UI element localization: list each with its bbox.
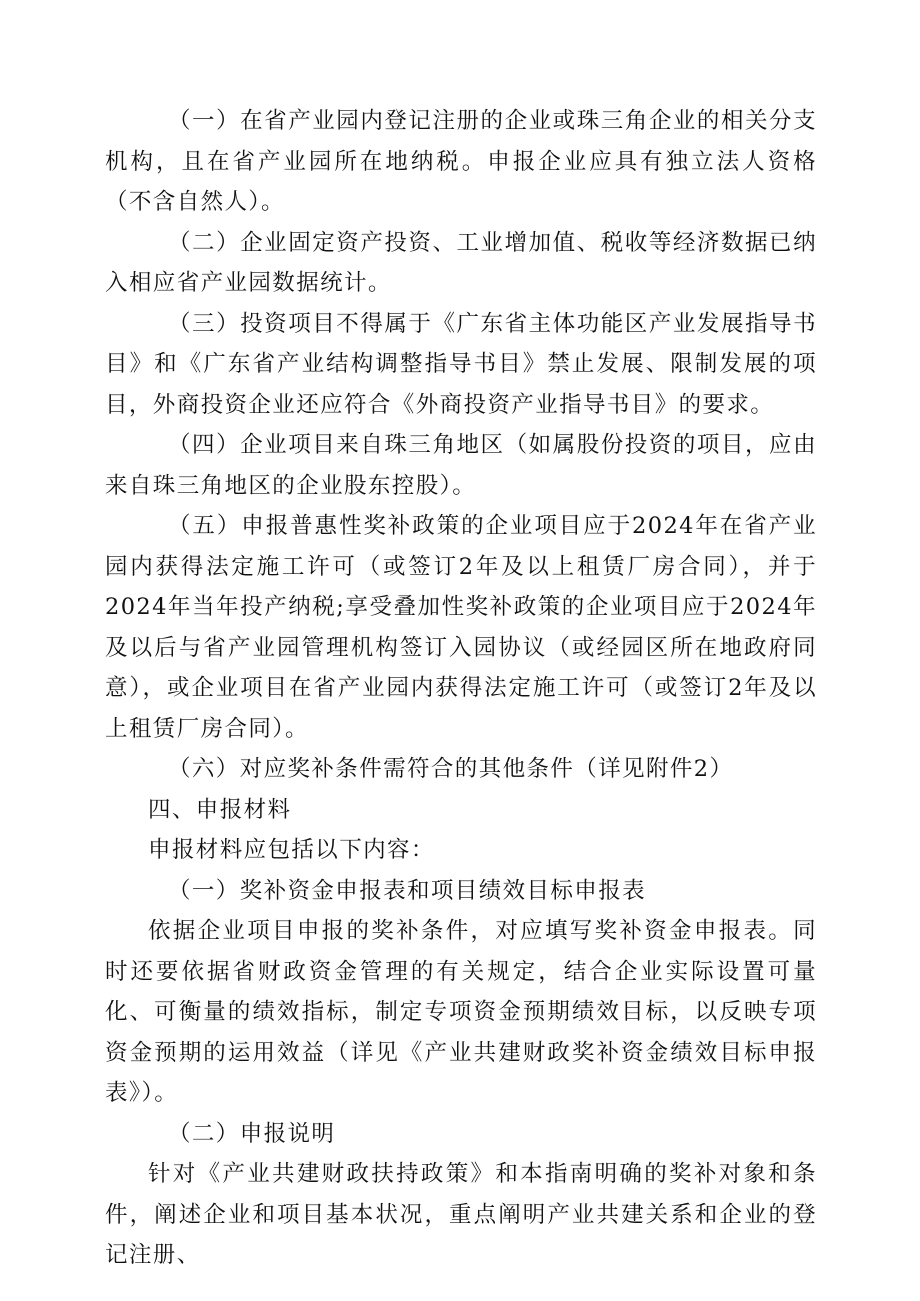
condition-4-paragraph: （四）企业项目来自珠三角地区（如属股份投资的项目，应由来自珠三角地区的企业股东控股）。 [105,432,817,499]
material-1-heading: （一）奖补资金申报表和项目绩效目标申报表 [168,877,647,904]
section-4-heading: 四、申报材料 [148,796,292,823]
condition-1-paragraph: （一）在省产业园内登记注册的企业或珠三角企业的相关分支机构，且在省产业园所在地纳税。申报企业应具有独立法人资格（不含自然人）。 [105,108,817,215]
material-1-paragraph: 依据企业项目申报的奖补条件，对应填写奖补资金申报表。同时还要依据省财政资金管理的有关规定，结合企业实际设置可量化、可衡量的绩效指标，制定专项资金预期绩效目标，以反映专项资金预期的运用效益（详见《产业共建财政奖补资金绩效目标申报表》）。 [105,918,817,1106]
materials-intro-paragraph: 申报材料应包括以下内容： [148,837,435,863]
condition-2-paragraph: （二）企业固定资产投资、工业增加值、税收等经济数据已纳入相应省产业园数据统计。 [105,229,817,296]
material-2-paragraph: 针对《产业共建财政扶持政策》和本指南明确的奖补对象和条件，阐述企业和项目基本状况，重点阐明产业共建关系和企业的登记注册、 [105,1161,817,1268]
condition-6-paragraph: （六）对应奖补条件需符合的其他条件（详见附件2） [168,756,734,782]
condition-5-paragraph: （五）申报普惠性奖补政策的企业项目应于2024年在省产业园内获得法定施工许可（或签订2年及以上租赁厂房合同），并于2024年当年投产纳税;享受叠加性奖补政策的企业项目应于2024年及以后与省产业园管理机构签订入园协议（或经园区所在地政府同意），或企业项目在省产业园内获得法定施工许可（或签订2年及以上租赁厂房合同）。 [105,513,817,742]
material-2-heading: （二）申报说明 [168,1120,336,1147]
condition-3-paragraph: （三）投资项目不得属于《广东省主体功能区产业发展指导书目》和《广东省产业结构调整指导书目》禁止发展、限制发展的项目，外商投资企业还应符合《外商投资产业指导书目》的要求。 [105,310,817,418]
document-body [105,101,817,1276]
